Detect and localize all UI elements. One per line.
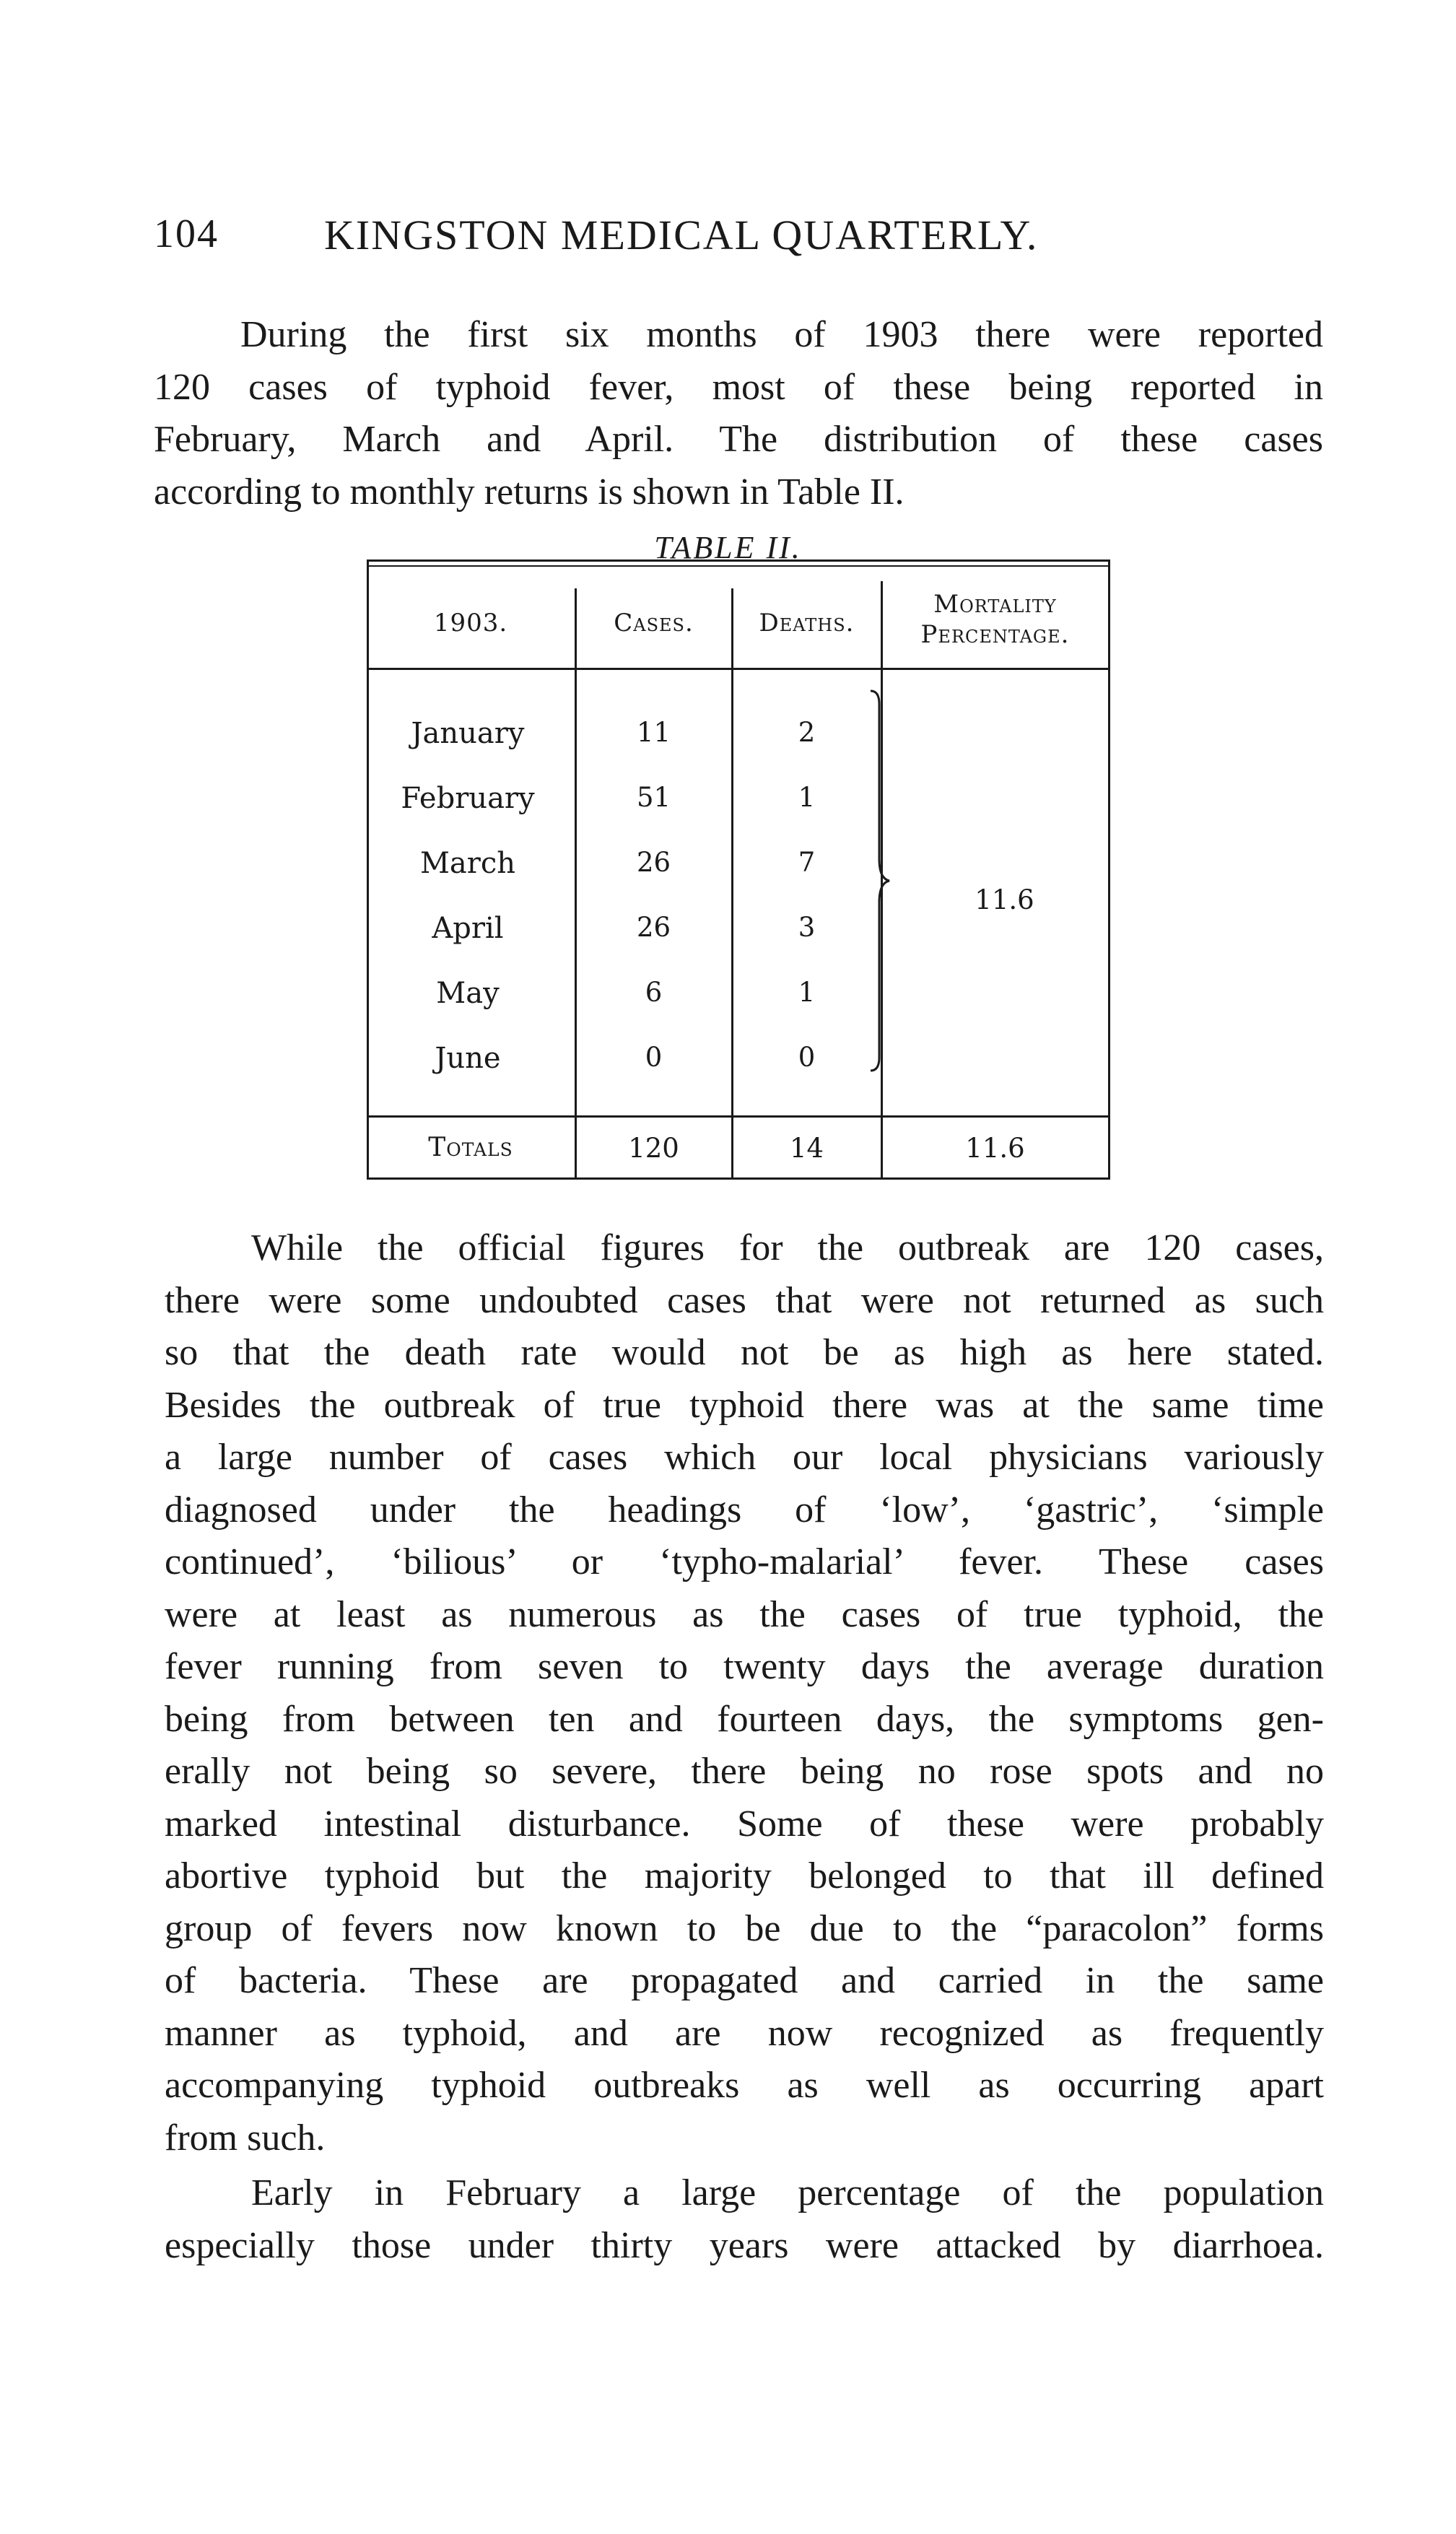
deaths-value: 3	[798, 912, 816, 943]
mortality-combined: 11.6	[975, 884, 1034, 915]
month-label: January	[411, 717, 525, 750]
text-line: so that the death rate would not be as high as here stated.	[165, 1332, 1324, 1373]
cases-value: 11	[636, 717, 671, 748]
text-line: erally not being so severe, there being no rose spots and no	[165, 1751, 1324, 1792]
cases-value: 51	[636, 782, 671, 813]
text-line: 120 cases of typhoid fever, most of these being reported in	[154, 366, 1323, 408]
header-deaths: Deaths.	[759, 609, 855, 637]
text-line: While the official figures for the outbreak are 120 cases,	[251, 1227, 1324, 1268]
text-line: especially those under thirty years were attacked by diarrhoea.	[165, 2224, 1324, 2266]
table-totals-rule	[367, 1115, 1110, 1118]
text-line: February, March and April. The distribution of these cases	[154, 419, 1323, 460]
table-top-rule	[367, 560, 1110, 562]
cases-value: 26	[636, 912, 671, 943]
right-brace-icon	[869, 689, 898, 1072]
paragraph-intro	[154, 309, 1323, 518]
text-line: there were some undoubted cases that were not returned as such	[165, 1279, 1324, 1321]
month-label: June	[435, 1042, 501, 1075]
text-line: marked intestinal disturbance. Some of these were probably	[165, 1803, 1324, 1845]
cases-value: 0	[645, 1042, 663, 1073]
text-line: a large number of cases which our local physicians variously	[165, 1437, 1324, 1478]
totals-cases: 120	[628, 1133, 679, 1164]
deaths-value: 0	[798, 1042, 816, 1073]
deaths-value: 7	[798, 847, 816, 878]
table-bottom-rule	[367, 1177, 1110, 1180]
header-year: 1903.	[433, 609, 508, 637]
header-cases: Cases.	[614, 609, 694, 637]
deaths-value: 1	[798, 782, 816, 813]
text-line: were at least as numerous as the cases of true typhoid, the	[165, 1593, 1324, 1635]
month-label: February	[401, 782, 535, 815]
text-line: abortive typhoid but the majority belonged to that ill defined	[165, 1855, 1324, 1897]
text-line: of bacteria. These are propagated and carried in the same	[165, 1960, 1324, 2001]
table-header-rule	[367, 668, 1110, 670]
running-title: KINGSTON MEDICAL QUARTERLY.	[324, 212, 1039, 258]
month-label: April	[432, 912, 504, 945]
text-line: group of fevers now known to be due to the “paracolon” forms	[165, 1907, 1324, 1949]
cases-value: 26	[636, 847, 671, 878]
header-mortality-line1: Mortality	[933, 590, 1057, 619]
text-line: continued’, ‘bilious’ or ‘typho-malarial’ fever. These cases	[165, 1541, 1324, 1582]
deaths-value: 1	[798, 977, 816, 1008]
table-caption: TABLE II.	[0, 529, 1456, 566]
totals-deaths: 14	[789, 1133, 824, 1164]
text-line: fever running from seven to twenty days the average duration	[165, 1646, 1324, 1687]
text-line: accompanying typhoid outbreaks as well as occurring apart	[165, 2065, 1324, 2106]
page-number: 104	[154, 212, 219, 256]
text-line: Early in February a large percentage of the population	[251, 2172, 1324, 2213]
running-header	[154, 211, 1323, 269]
text-line: Besides the outbreak of true typhoid there was at the same time	[165, 1384, 1324, 1426]
paragraph-discussion	[165, 1222, 1324, 2164]
cases-value: 6	[645, 977, 663, 1008]
table-right-rule	[1108, 560, 1110, 1177]
typhoid-table	[367, 560, 1110, 1180]
text-line: During the first six months of 1903 there were reported	[240, 314, 1323, 355]
month-label: May	[436, 977, 500, 1010]
col-rule-1	[575, 588, 577, 1177]
text-line: diagnosed under the headings of ‘low’, ‘gastric’, ‘simple	[165, 1489, 1324, 1531]
text-line: manner as typhoid, and are now recognized as frequently	[165, 2012, 1324, 2054]
table-top-rule-inner	[367, 565, 1110, 567]
totals-label: Totals	[428, 1133, 513, 1162]
totals-mortality: 11.6	[965, 1133, 1025, 1164]
header-mortality-line2: Percentage.	[920, 620, 1070, 649]
col-rule-2	[731, 588, 733, 1177]
deaths-value: 2	[798, 717, 816, 748]
month-label: March	[419, 847, 516, 880]
text-line: from such.	[165, 2117, 326, 2159]
text-line: being from between ten and fourteen days, the symptoms gen-	[165, 1698, 1324, 1740]
text-line: according to monthly returns is shown in Table II.	[154, 471, 904, 513]
paragraph-february	[165, 2167, 1324, 2272]
